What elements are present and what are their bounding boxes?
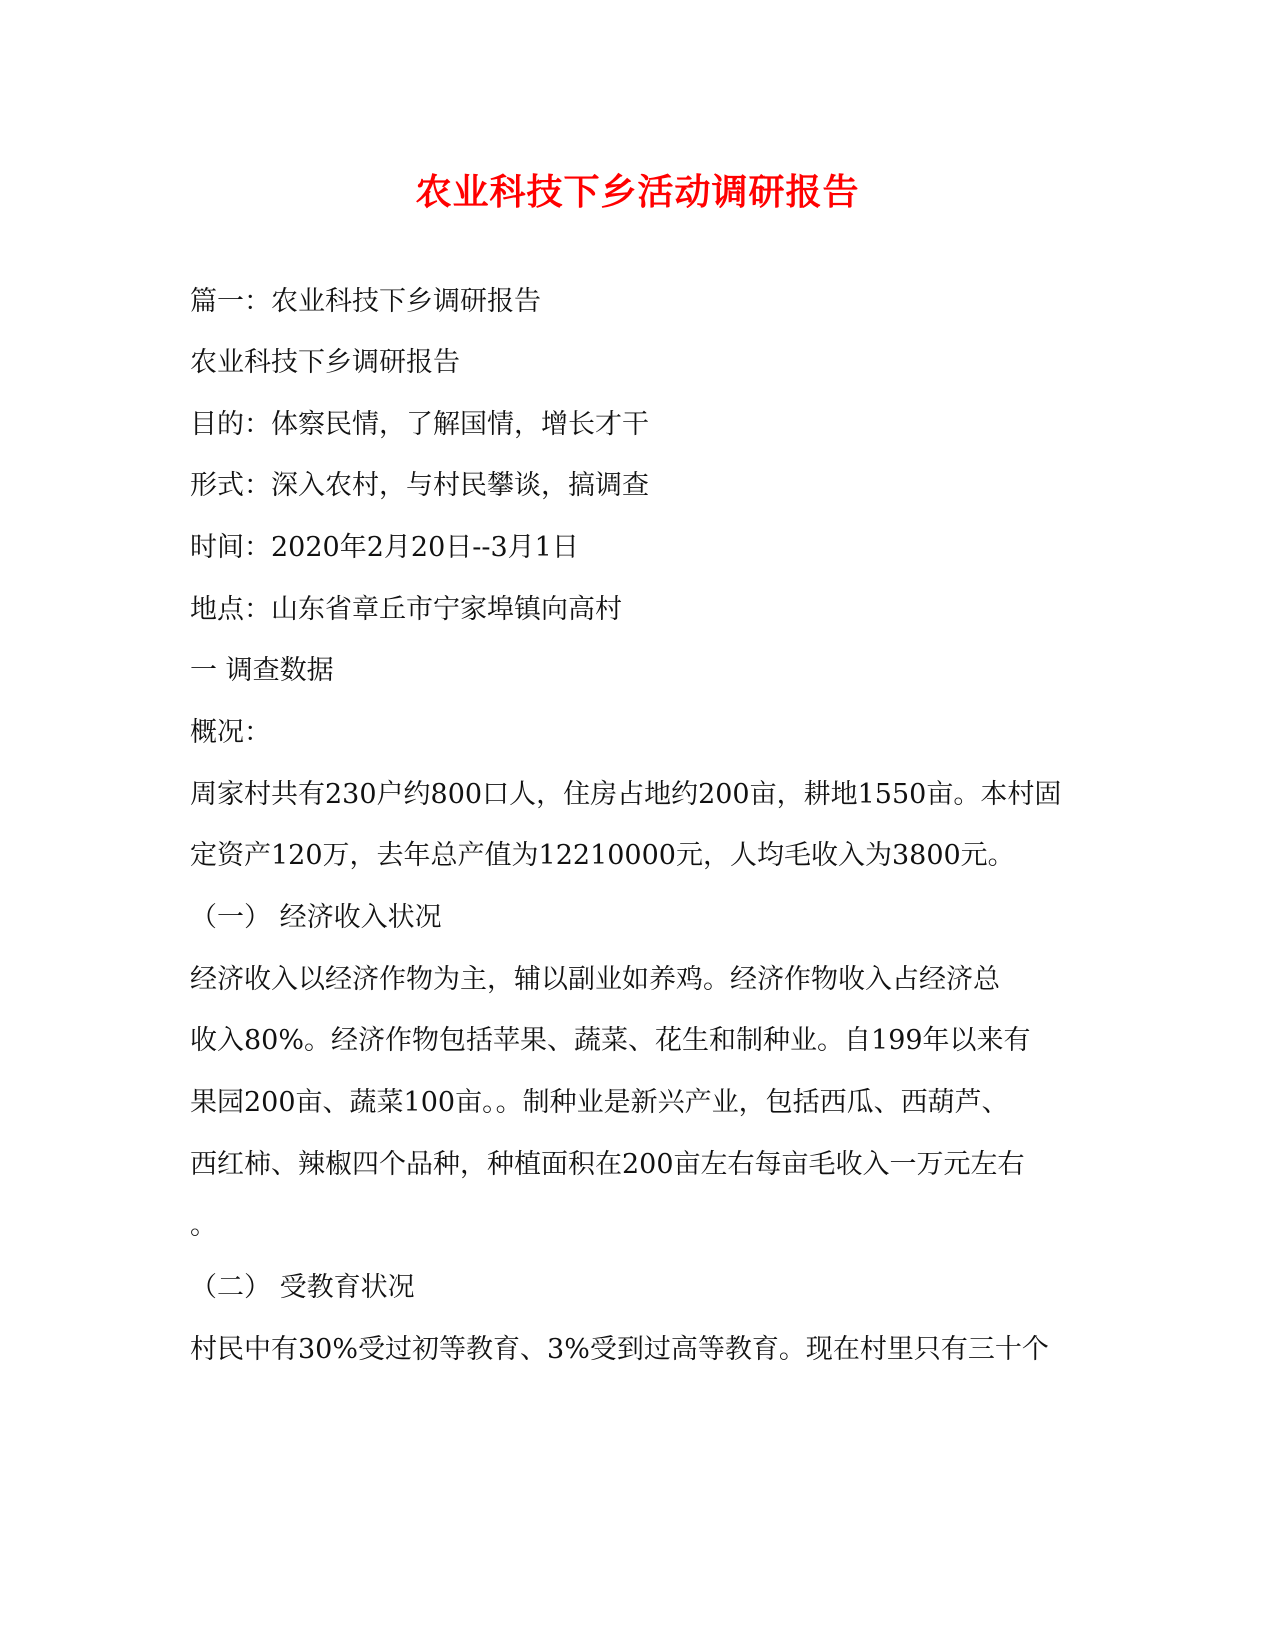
time-line: 时间：2020年2月20日--3月1日 — [190, 532, 579, 563]
format-line: 形式：深入农村，与村民攀谈，搞调查 — [190, 470, 649, 501]
economic-text-line: 收入80%。经济作物包括苹果、蔬菜、花生和制种业。自199年以来有 — [190, 1025, 1031, 1056]
section-heading: 篇一：农业科技下乡调研报告 — [190, 286, 541, 317]
economic-text-line: 果园200亩、蔬菜100亩。。制种业是新兴产业，包括西瓜、西葫芦、 — [190, 1087, 1009, 1118]
overview-text-line: 定资产120万，去年总产值为12210000元，人均毛收入为3800元。 — [190, 840, 1015, 871]
education-text-line: 村民中有30%受过初等教育、3%受到过高等教育。现在村里只有三十个 — [190, 1334, 1049, 1365]
economic-text-line: 经济收入以经济作物为主，辅以副业如养鸡。经济作物收入占经济总 — [190, 964, 1000, 995]
page-title: 农业科技下乡活动调研报告 — [415, 171, 860, 213]
education-heading: （二） 受教育状况 — [190, 1272, 415, 1303]
survey-data-heading: 一 调查数据 — [190, 655, 334, 686]
economic-text-line: 。 — [190, 1210, 217, 1241]
economic-income-heading: （一） 经济收入状况 — [190, 902, 442, 933]
overview-text-line: 周家村共有230户约800口人，住房占地约200亩，耕地1550亩。本村固 — [190, 779, 1062, 810]
location-line: 地点：山东省章丘市宁家埠镇向高村 — [190, 594, 622, 625]
report-subtitle: 农业科技下乡调研报告 — [190, 347, 460, 378]
purpose-line: 目的：体察民情，了解国情，增长才干 — [190, 409, 649, 440]
economic-text-line: 西红柿、辣椒四个品种，种植面积在200亩左右每亩毛收入一万元左右 — [190, 1149, 1025, 1180]
overview-label: 概况： — [190, 717, 271, 748]
